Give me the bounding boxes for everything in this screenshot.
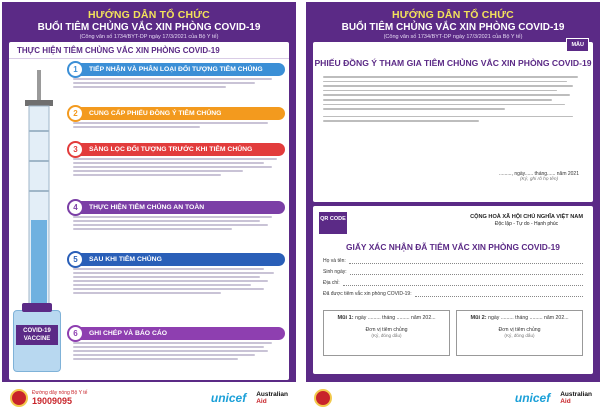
dose-2-date: ngày ......... tháng ......... năm 202... — [488, 315, 569, 321]
vaccination-certificate — [313, 206, 593, 374]
sign-date: ........., ngày...... tháng...... năm 2021 — [499, 171, 579, 177]
aid-line-2: Aid — [560, 398, 571, 405]
dose-2-label: Mũi 2: — [470, 315, 487, 321]
step-number: 5 — [67, 251, 84, 268]
australian-aid-logo — [560, 391, 592, 405]
step-number: 1 — [67, 61, 84, 78]
hotline — [10, 389, 87, 407]
poster-header — [2, 9, 296, 40]
step-6 — [69, 327, 285, 362]
step-label: CUNG CẤP PHIẾU ĐỒNG Ý TIÊM CHỦNG — [89, 110, 222, 117]
step-text-lines — [69, 342, 285, 360]
consent-form-text — [323, 76, 583, 122]
guide-content — [9, 42, 289, 380]
step-label: SÀNG LỌC ĐỐI TƯỢNG TRƯỚC KHI TIÊM CHỦNG — [89, 146, 253, 153]
step-number: 2 — [67, 105, 84, 122]
poster-subtitle: BUỔI TIÊM CHỦNG VẮC XIN PHÒNG COVID-19 — [37, 22, 261, 33]
certificate-title: GIẤY XÁC NHẬN ĐÃ TIÊM VẮC XIN PHÒNG COVID-19 — [346, 242, 560, 252]
dose-1-unit: Đơn vị tiêm chủng — [365, 327, 408, 333]
step-1 — [69, 63, 285, 90]
step-text-lines — [69, 78, 285, 88]
forms-poster — [306, 2, 600, 414]
step-3-bar — [69, 143, 285, 156]
ministry-of-health-logo — [314, 389, 332, 407]
qr-code-box: QR CODE — [319, 212, 347, 234]
step-4-bar — [69, 201, 285, 214]
field-address: Địa chỉ: — [323, 280, 583, 286]
poster-footer — [2, 382, 296, 414]
dose-1-label: Mũi 1: — [337, 315, 354, 321]
dose-2-unit: Đơn vị tiêm chủng — [498, 327, 541, 333]
aid-line-1: Australian — [560, 391, 592, 398]
guide-poster — [2, 2, 296, 414]
partner-logo — [314, 389, 332, 407]
dose-1-sign: (Ký, đóng dấu) — [371, 333, 402, 338]
step-text-lines — [69, 268, 285, 294]
dose-boxes — [323, 310, 583, 356]
consent-form — [313, 42, 593, 202]
poster-title: HƯỚNG DẪN TỔ CHỨC — [88, 9, 210, 21]
step-list — [9, 57, 289, 380]
step-6-bar — [69, 327, 285, 340]
step-number: 3 — [67, 141, 84, 158]
template-badge: MẪU — [566, 38, 589, 52]
poster-reference: (Công văn số 1734/BYT-DP ngày 17/3/2021 của Bộ Y tế) — [79, 34, 219, 40]
step-label: THỰC HIỆN TIÊM CHỦNG AN TOÀN — [89, 204, 205, 211]
dose-2-sign: (Ký, đóng dấu) — [504, 333, 535, 338]
poster-title: HƯỚNG DẪN TỔ CHỨC — [392, 9, 514, 21]
step-2 — [69, 107, 285, 130]
poster-reference: (Công văn số 1734/BYT-DP ngày 17/3/2021 của Bộ Y tế) — [383, 34, 523, 40]
national-heading — [470, 214, 583, 228]
step-3 — [69, 143, 285, 178]
step-text-lines — [69, 122, 285, 128]
poster-subtitle: BUỔI TIÊM CHỦNG VẮC XIN PHÒNG COVID-19 — [341, 22, 565, 33]
step-label: GHI CHÉP VÀ BÁO CÁO — [89, 330, 168, 337]
dose-2-box — [456, 310, 583, 356]
poster-header — [306, 9, 600, 40]
step-5 — [69, 253, 285, 296]
hotline-number: 19009095 — [32, 396, 73, 406]
australian-aid-logo — [256, 391, 288, 405]
step-number: 6 — [67, 325, 84, 342]
step-2-bar — [69, 107, 285, 120]
poster-footer — [306, 382, 600, 414]
consent-form-title: PHIẾU ĐỒNG Ý THAM GIA TIÊM CHỦNG VẮC XIN PHÒNG COVID-19 — [314, 58, 592, 68]
nation-motto: Độc lập - Tự do - Hạnh phúc — [494, 221, 559, 227]
step-label: TIẾP NHẬN VÀ PHÂN LOẠI ĐỐI TƯỢNG TIÊM CHỦNG — [89, 66, 263, 73]
field-name: Họ và tên: — [323, 258, 583, 264]
hotline-label: Đường dây nóng Bộ Y tế — [32, 390, 88, 396]
dose-1-date: ngày ......... tháng ......... năm 202... — [355, 315, 436, 321]
vial-label: COVID-19 VACCINE — [16, 325, 58, 345]
section-title: THỰC HIỆN TIÊM CHỦNG VẮC XIN PHÒNG COVID-19 — [9, 42, 289, 59]
consent-signature — [499, 171, 579, 182]
unicef-logo: unicef — [514, 391, 551, 405]
step-1-bar — [69, 63, 285, 76]
field-dob: Sinh ngày: — [323, 269, 583, 275]
step-number: 4 — [67, 199, 84, 216]
step-4 — [69, 201, 285, 232]
step-label: SAU KHI TIÊM CHỦNG — [89, 256, 162, 263]
field-vaccinated: Đã được tiêm vắc xin phòng COVID-19: — [323, 291, 583, 297]
aid-line-2: Aid — [256, 398, 267, 405]
aid-line-1: Australian — [256, 391, 288, 398]
sign-note: (Ký, ghi rõ họ tên) — [519, 177, 559, 182]
ministry-of-health-logo — [10, 389, 28, 407]
step-text-lines — [69, 158, 285, 176]
dose-1-box — [323, 310, 450, 356]
certificate-fields — [323, 258, 583, 302]
unicef-logo: unicef — [210, 391, 247, 405]
step-text-lines — [69, 216, 285, 230]
step-5-bar — [69, 253, 285, 266]
nation-name: CỘNG HOÀ XÃ HỘI CHỦ NGHĨA VIỆT NAM — [470, 214, 583, 220]
